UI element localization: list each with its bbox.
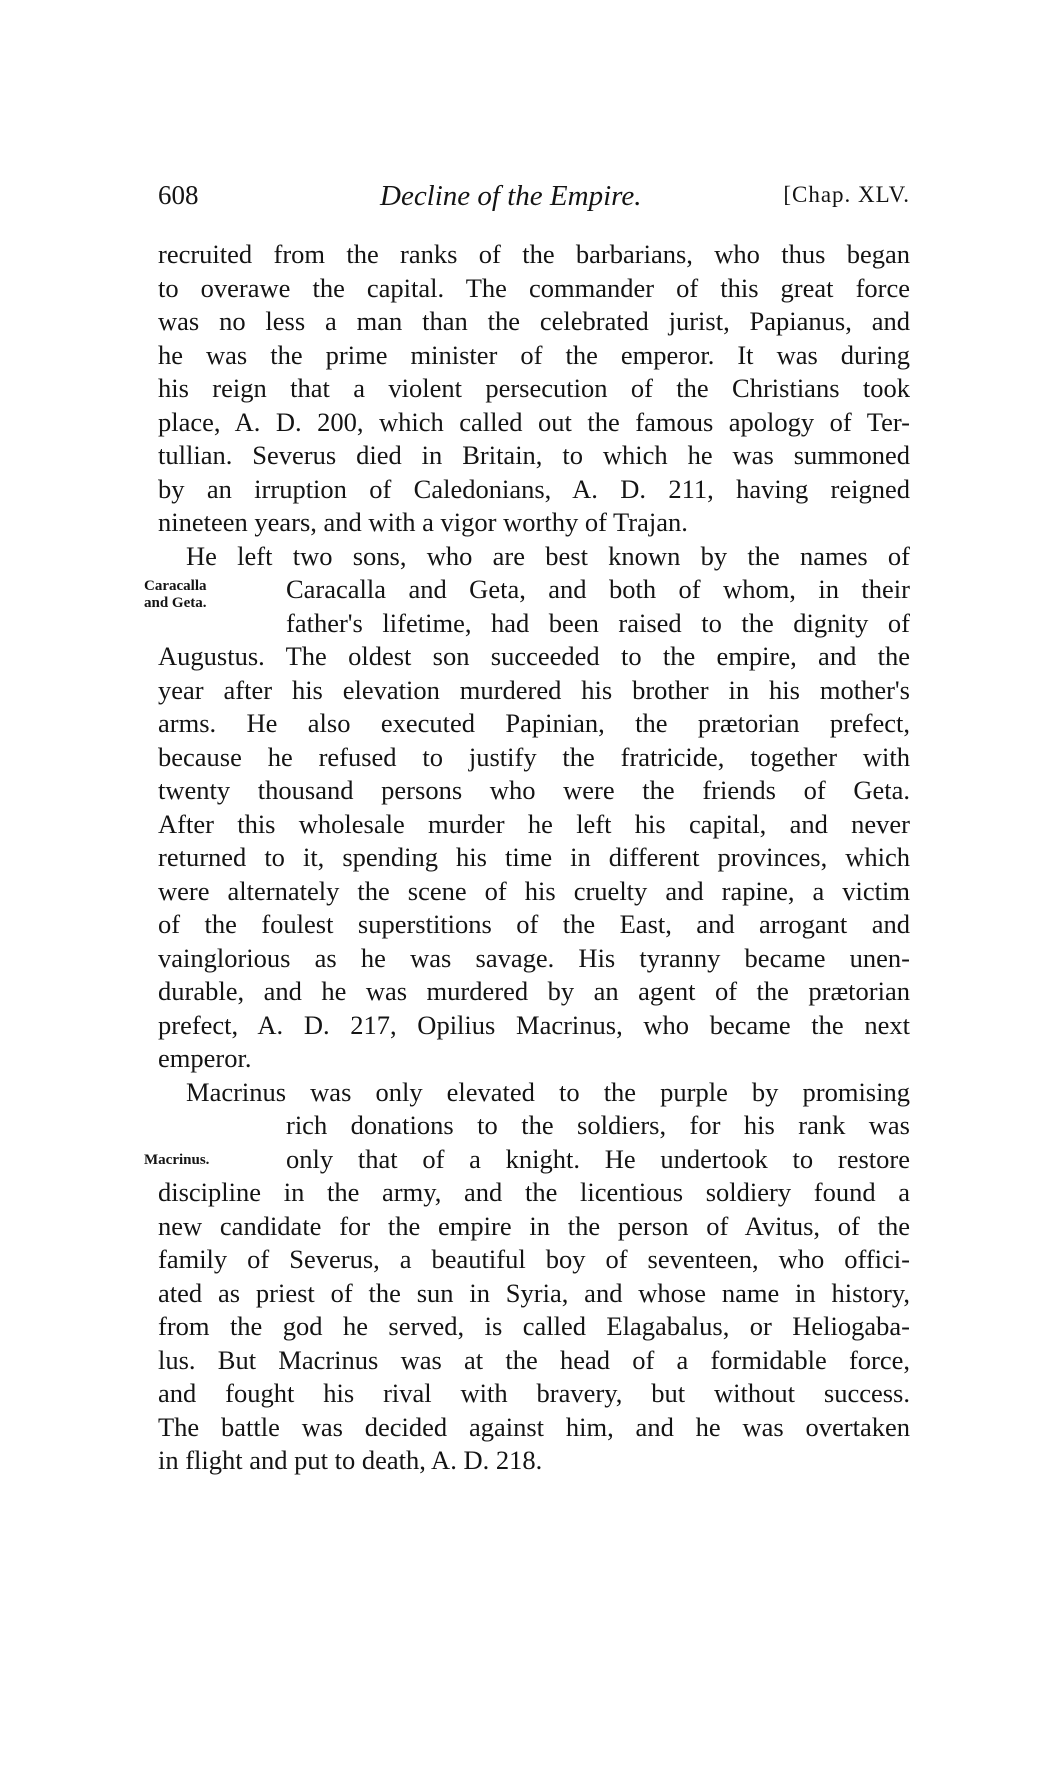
text-line: Macrinus was only elevated to the purple by promising: [186, 1076, 910, 1107]
text-line: to overawe the capital. The commander of this great force: [158, 272, 910, 303]
text-line: arms. He also executed Papinian, the prætorian prefect,: [158, 708, 910, 738]
text-line: Caracalla and Geta, and both of whom, in their: [286, 574, 910, 604]
page-header: [158, 170, 910, 214]
text-line: of the foulest superstitions of the East, and arrogant and: [158, 909, 910, 939]
marginal-note-macrinus: [144, 1152, 209, 1169]
text-line: tullian. Severus died in Britain, to which he was summoned: [158, 440, 910, 470]
text-line: only that of a knight. He undertook to restore: [286, 1143, 910, 1174]
marginal-note-line: Caracalla: [144, 577, 207, 594]
text-line: lus. But Macrinus was at the head of a formidable force,: [158, 1344, 910, 1375]
text-line: were alternately the scene of his cruelty and rapine, a victim: [158, 875, 910, 906]
text-line: family of Severus, a beautiful boy of seventeen, who offici-: [158, 1244, 910, 1274]
text-line: durable, and he was murdered by an agent of the prætorian: [158, 976, 910, 1006]
marginal-note-line: Macrinus.: [144, 1151, 210, 1168]
text-line: he was the prime minister of the emperor. It was during: [158, 339, 910, 370]
page-number: 608: [158, 180, 199, 210]
text-line: from the god he served, is called Elagabalus, or Heliogaba-: [158, 1311, 910, 1341]
text-line: He left two sons, who are best known by the names of: [186, 540, 910, 571]
text-line: discipline in the army, and the licentious soldiery found a: [158, 1177, 910, 1207]
text-line: emperor.: [158, 1043, 252, 1073]
text-line: twenty thousand persons who were the friends of Geta.: [158, 775, 910, 805]
text-line: father's lifetime, had been raised to the dignity of: [286, 607, 910, 638]
body-text: [144, 238, 910, 1478]
text-line: his reign that a violent persecution of the Christians took: [158, 373, 910, 403]
text-line: After this wholesale murder he left his capital, and never: [158, 808, 910, 839]
text-line: ated as priest of the sun in Syria, and whose name in history,: [158, 1277, 910, 1308]
text-line: place, A. D. 200, which called out the famous apology of Ter-: [158, 406, 910, 437]
text-line: vainglorious as he was savage. His tyranny became unen-: [158, 942, 910, 973]
text-line: The battle was decided against him, and he was overtaken: [158, 1411, 910, 1442]
text-line: Augustus. The oldest son succeeded to the empire, and the: [158, 641, 910, 671]
text-line: prefect, A. D. 217, Opilius Macrinus, who became the next: [158, 1009, 910, 1040]
marginal-note-line: and Geta.: [144, 594, 207, 611]
paragraph: [158, 238, 910, 540]
text-line: and fought his rival with bravery, but without success.: [158, 1378, 910, 1408]
text-line: recruited from the ranks of the barbarians, who thus began: [158, 239, 910, 269]
marginal-note-caracalla: [144, 578, 207, 612]
text-line: was no less a man than the celebrated jurist, Papianus, and: [158, 306, 910, 336]
chapter-reference: [Chap. XLV.: [783, 182, 910, 207]
text-line: returned to it, spending his time in different provinces, which: [158, 842, 910, 872]
text-line: rich donations to the soldiers, for his rank was: [286, 1110, 910, 1140]
text-line: in flight and put to death, A. D. 218.: [158, 1445, 543, 1475]
text-line: new candidate for the empire in the person of Avitus, of the: [158, 1210, 910, 1241]
paragraph: [144, 1076, 910, 1478]
text-line: year after his elevation murdered his brother in his mother's: [158, 674, 910, 705]
running-title: Decline of the Empire.: [380, 180, 642, 212]
text-line: because he refused to justify the fratricide, together with: [158, 741, 910, 772]
paragraph: [144, 540, 910, 1076]
text-line: nineteen years, and with a vigor worthy of Trajan.: [158, 507, 688, 537]
text-line: by an irruption of Caledonians, A. D. 211, having reigned: [158, 473, 910, 504]
